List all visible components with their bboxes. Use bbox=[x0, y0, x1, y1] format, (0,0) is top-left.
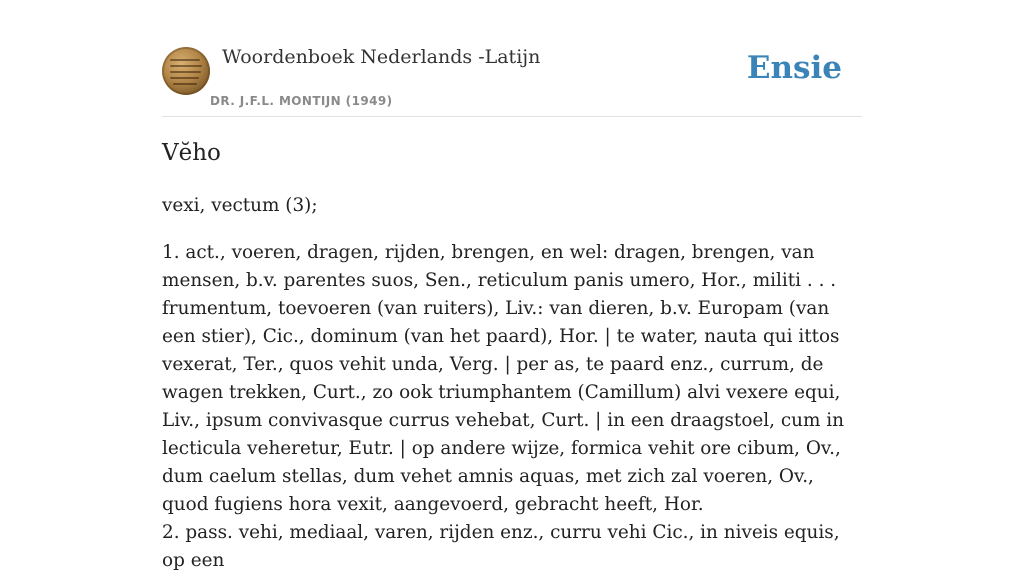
ensie-logo-link[interactable]: Ensie bbox=[746, 50, 842, 86]
entry-headword: Vĕho bbox=[162, 140, 221, 166]
entry-forms: vexi, vectum (3); bbox=[162, 195, 318, 216]
entry-sense-1: 1. act., voeren, dragen, rijden, brengen, en wel: dragen, brengen, van mensen, b.v. parentes suos, Sen., reticulum panis umero, Hor., militi . . . frumentum, toevoeren (van ruiters), Liv.: van dieren, b.v. Europam (van een stier), Cic., dominum (van het paard), Hor. | te water, nauta qui ittos vexerat, Ter., quos vehit unda, Verg. | per as, te paard enz., currum, de wagen trekken, Curt., zo ook triumphantem (Camillum) alvi vexere equi, Liv., ipsum convivasque currus vehebat, Curt. | in een draagstoel, cum in lecticula veheretur, Eutr. | op andere wijze, formica vehit ore cibum, Ov., dum caelum stellas, dum vehet amnis aquas, met zich zal voeren, Ov., quod fugiens hora vexit, aangevoerd, gebracht heeft, Hor. bbox=[162, 242, 844, 515]
entry-body bbox=[162, 192, 864, 575]
site-header bbox=[162, 40, 862, 117]
book-author: DR. J.F.L. MONTIJN (1949) bbox=[210, 94, 393, 108]
entry-sense-2: 2. pass. vehi, mediaal, varen, rijden enz., curru vehi Cic., in niveis equis, op een bbox=[162, 522, 840, 571]
seal-icon[interactable] bbox=[162, 47, 210, 95]
book-title[interactable]: Woordenboek Nederlands -Latijn bbox=[222, 46, 541, 68]
